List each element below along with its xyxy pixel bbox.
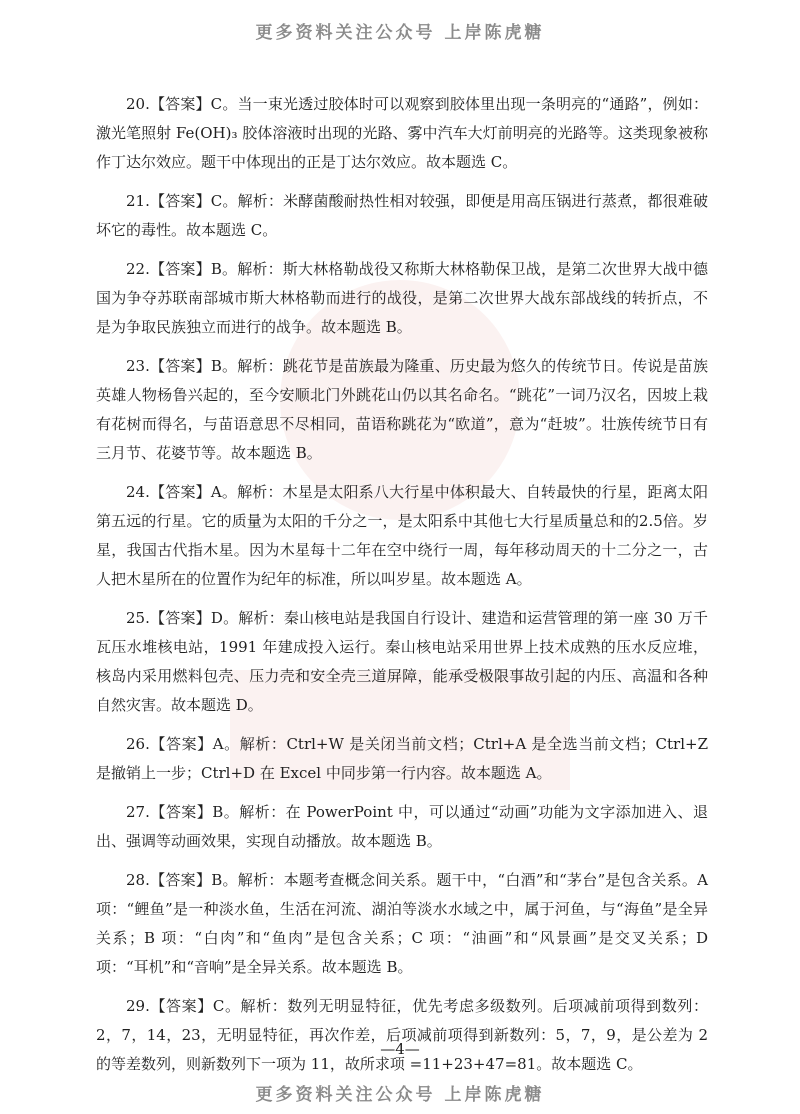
answer-24: 24.【答案】A。解析：木星是太阳系八大行星中体积最大、自转最快的行星，距离太阳第五远的行星。它的质量为太阳的千分之一，是太阳系中其他七大行星质量总和的2.5倍。岁星，我国古代指木星。因为木星每十二年在空中绕行一周，每年移动周天的十二分之一，古人把木星所在的位置作为纪年的标准，所以叫岁星。故本题选 A。 bbox=[96, 483, 708, 588]
header-banner: 更多资料关注公众号 上岸陈虎糖 bbox=[255, 23, 545, 43]
footer-banner: 更多资料关注公众号 上岸陈虎糖 bbox=[255, 1085, 545, 1105]
answer-23: 23.【答案】B。解析：跳花节是苗族最为隆重、历史最为悠久的传统节日。传说是苗族英雄人物杨鲁兴起的，至今安顺北门外跳花山仍以其名命名。“跳花”一词乃汉名，因坡上栽有花树而得名，与苗语意思不尽相同，苗语称跳花为“欧道”，意为“赶坡”。壮族传统节日有三月节、花婆节等。故本题选 B。 bbox=[96, 357, 708, 462]
answer-27: 27.【答案】B。解析：在 PowerPoint 中，可以通过“动画”功能为文字添加进入、退出、强调等动画效果，实现自动播放。故本题选 B。 bbox=[96, 803, 708, 850]
answer-29: 29.【答案】C。解析：数列无明显特征，优先考虑多级数列。后项减前项得到数列：2，7，14，23，无明显特征，再次作差，后项减前项得到新数列：5，7，9，是公差为 2 的等差数列，则新数列下一项为 11，故所求项 =11+23+47=81。故本题选 C。 bbox=[96, 997, 708, 1073]
answer-28: 28.【答案】B。解析：本题考查概念间关系。题干中，“白酒”和“茅台”是包含关系。A 项：“鲤鱼”是一种淡水鱼，生活在河流、湖泊等淡水水域之中，属于河鱼，与“海鱼”是全异关系；B 项：“白肉”和“鱼肉”是包含关系；C 项：“油画”和“风景画”是交叉关系；D 项：“耳机”和“音响”是全异关系。故本题选 B。 bbox=[96, 871, 708, 976]
answer-20: 20.【答案】C。当一束光透过胶体时可以观察到胶体里出现一条明亮的“通路”，例如：激光笔照射 Fe(OH)₃ 胶体溶液时出现的光路、雾中汽车大灯前明亮的光路等。这类现象被称作丁达尔效应。题干中体现出的正是丁达尔效应。故本题选 C。 bbox=[96, 95, 708, 171]
page-number: —4— bbox=[380, 1040, 420, 1058]
answer-21: 21.【答案】C。解析：米酵菌酸耐热性相对较强，即便是用高压锅进行蒸煮，都很难破坏它的毒性。故本题选 C。 bbox=[96, 192, 708, 239]
answer-25: 25.【答案】D。解析：秦山核电站是我国自行设计、建造和运营管理的第一座 30 万千瓦压水堆核电站，1991 年建成投入运行。秦山核电站采用世界上技术成熟的压水反应堆，核岛内采用燃料包壳、压力壳和安全壳三道屏障，能承受极限事故引起的内压、高温和各种自然灾害。故本题选 D。 bbox=[96, 609, 708, 714]
answer-list bbox=[96, 90, 708, 1089]
answer-22: 22.【答案】B。解析：斯大林格勒战役又称斯大林格勒保卫战，是第二次世界大战中德国为争夺苏联南部城市斯大林格勒而进行的战役，是第二次世界大战东部战线的转折点，不是为争取民族独立而进行的战争。故本题选 B。 bbox=[96, 260, 708, 336]
answer-26: 26.【答案】A。解析：Ctrl+W 是关闭当前文档；Ctrl+A 是全选当前文档；Ctrl+Z 是撤销上一步；Ctrl+D 在 Excel 中同步第一行内容。故本题选 A。 bbox=[96, 735, 708, 782]
